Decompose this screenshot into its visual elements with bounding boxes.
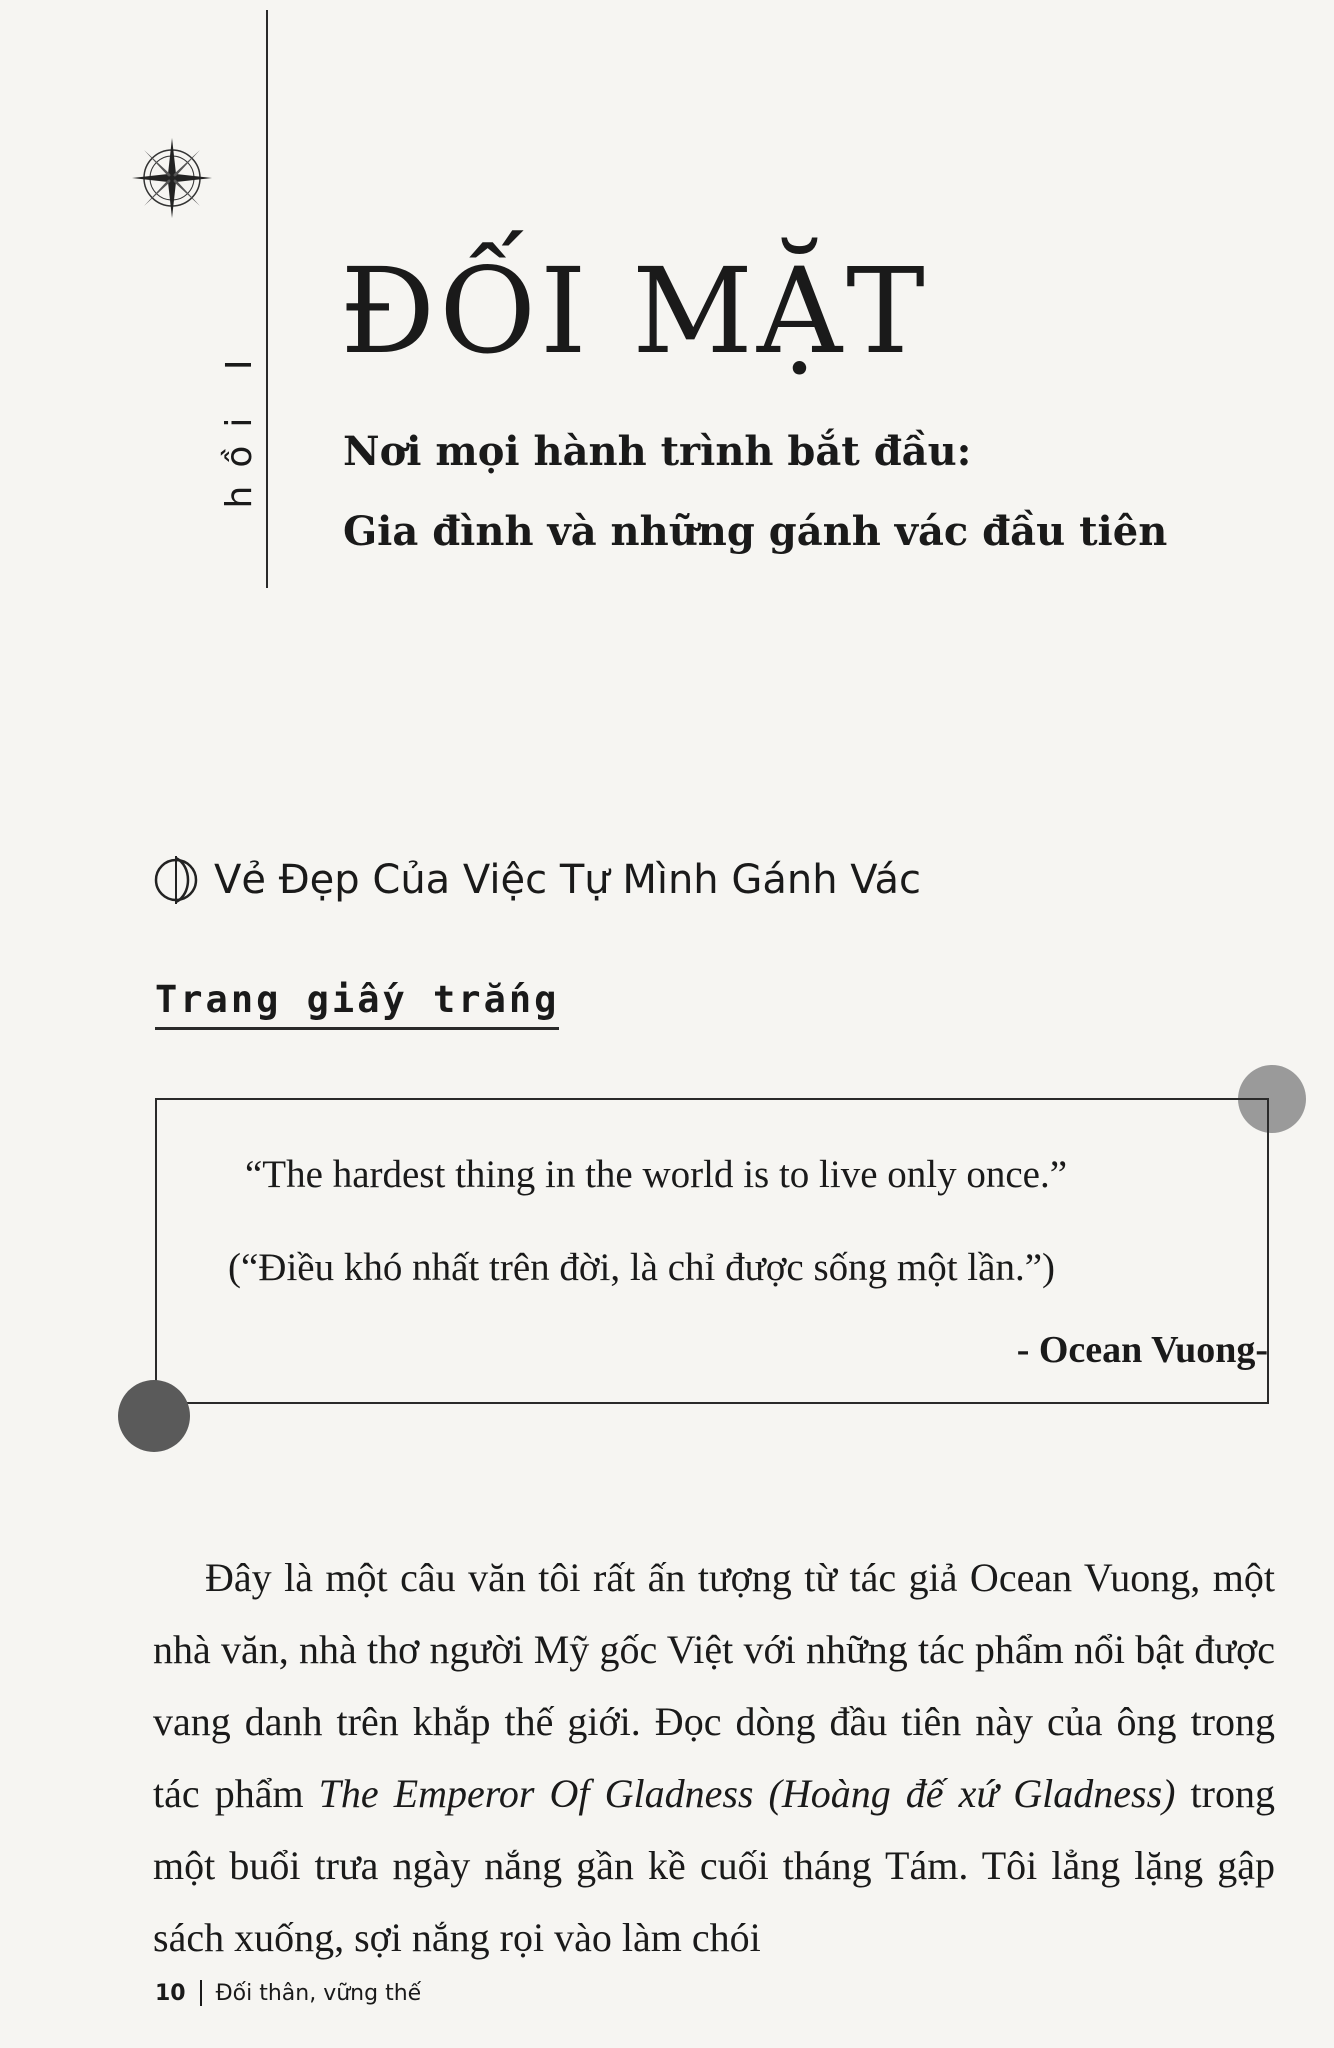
- page-footer: [155, 1980, 421, 2006]
- book-title-italic: The Emperor Of Gladness (Hoàng đế xứ Gladness): [318, 1771, 1176, 1816]
- subsection-title: Trang giấy trắng: [155, 978, 559, 1030]
- chapter-label-vertical: hồi I: [219, 341, 260, 509]
- footer-separator: [200, 1980, 202, 2006]
- body-text-part-1: Đây là một câu văn tôi rất ấn tượng từ tác giả Ocean Vuong, một nhà văn, nhà thơ người Mỹ gốc Việt với những tác phẩm nổi bật được vang danh trên khắp thế giới. Đọc dòng đầu tiên này của ông trong tác phẩm: [153, 1555, 1275, 1816]
- compass-rose-icon: [130, 136, 214, 220]
- chapter-subtitle-line-1: Nơi mọi hành trình bắt đầu:: [343, 428, 972, 475]
- page-number: 10: [155, 1980, 186, 2006]
- section-title: Vẻ Đẹp Của Việc Tự Mình Gánh Vác: [214, 857, 922, 903]
- chapter-subtitle-line-2: Gia đình và những gánh vác đầu tiên: [343, 508, 1168, 555]
- quote-decoration-dot-bottom: [118, 1380, 190, 1452]
- chapter-subtitle: [343, 412, 1167, 572]
- quote-author: - Ocean Vuong-: [1016, 1329, 1268, 1371]
- footer-book-title: Đối thân, vững thế: [215, 1980, 422, 2006]
- quote-english: “The hardest thing in the world is to live only once.”: [245, 1153, 1068, 1196]
- body-paragraph: [153, 1542, 1275, 1974]
- body-text-part-2: trong một buổi trưa ngày nắng gần kề cuối tháng Tám. Tôi lẳng lặng gập sách xuống, sợi nắng rọi vào làm chói: [153, 1771, 1275, 1960]
- chapter-title: ĐỐI MẶT: [340, 242, 929, 380]
- section-heading: [152, 852, 921, 908]
- quote-vietnamese: (“Điều khó nhất trên đời, là chỉ được sống một lần.”): [228, 1246, 1055, 1289]
- crescent-circle-icon: [152, 852, 204, 908]
